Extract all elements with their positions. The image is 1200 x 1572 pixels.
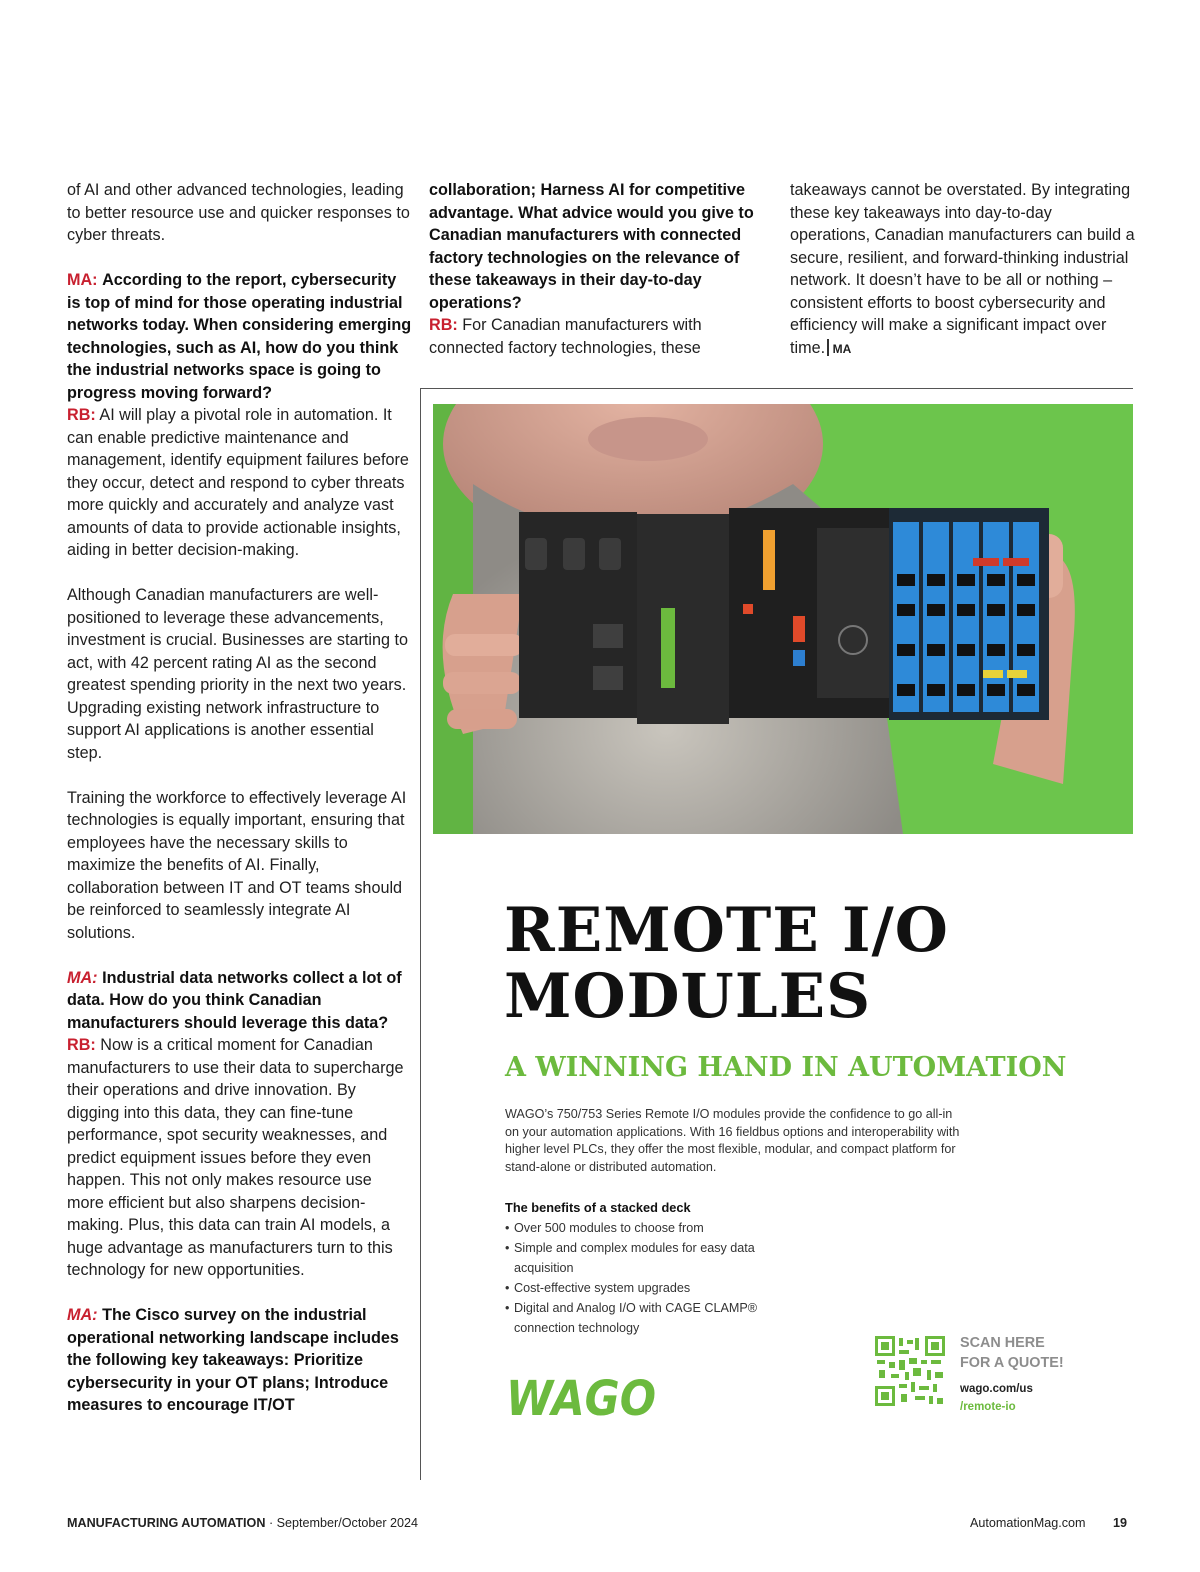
speaker-label-rb: RB: [429,316,458,334]
article-paragraph: Although Canadian manufacturers are well-positioned to leverage these advancements, investment is crucial. Businesses are starting to act, with 42 percent rating AI as the second greatest spending priority in the next two years. Upgrading existing network infrastructure to support AI applications is another essential step. [67,586,408,762]
speaker-label-ma: MA: [67,271,98,289]
interview-question [67,967,412,1282]
speaker-label-rb: RB: [67,1036,96,1054]
wago-logo [504,1367,658,1428]
ad-url-line-1[interactable]: wago.com/us [960,1383,1033,1395]
benefits-list [505,1218,795,1338]
qr-code[interactable] [875,1336,945,1411]
end-mark-bar [827,339,829,356]
page-number: 19 [1113,1516,1128,1530]
publication-name: MANUFACTURING AUTOMATION [67,1516,266,1530]
question-text: According to the report, cybersecurity is top of mind for those operating industrial networks today. When considering emerging technologies, such as AI, how do you think the industrial networks space is going to progress moving forward? [67,271,412,402]
ad-headline-line-1: REMOTE I/O [504,895,949,966]
benefits-heading: The benefits of a stacked deck [505,1200,691,1215]
scan-cta-line-1: SCAN HERE [960,1335,1045,1351]
list-item: • Over 500 modules to choose from [505,1218,795,1238]
list-item: • Simple and complex modules for easy data acquisition [505,1238,795,1278]
answer-text: takeaways cannot be overstated. By integrating these key takeaways into day-to-day operations, Canadian manufacturers can build a secure, resilient, and forward-thinking industrial network. It doesn’t have to be all or nothing – consistent efforts to boost cybersecurity and efficiency will make a significant impact over time. [790,181,1135,357]
list-item: • Cost-effective system upgrades [505,1278,795,1298]
article-paragraph [790,179,1135,360]
answer-text: Now is a critical moment for Canadian manufacturers to use their data to supercharge their operations and drive innovation. By digging into this data, they can fine-tune performance, spot security weaknesses, and predict equipment issues before they even happen. This not only makes resource use more efficient but also sharpens decision-making. Plus, this data can train AI models, a huge advantage as manufacturers turn to this technology for new opportunities. [67,1036,404,1279]
ad-product-photo [433,404,1133,834]
question-text: collaboration; Harness AI for competitive advantage. What advice would you give to Canadian manufacturers with connected factory technologies on the relevance of these takeaways in their day-to-day operations? [429,181,754,312]
ad-border-top [420,388,1133,389]
interview-question [67,1304,412,1417]
answer-text: For Canadian manufacturers with connected factory technologies, these [429,316,702,357]
ad-headline [504,895,949,1032]
interview-question [67,269,412,562]
article-column-2 [429,179,774,382]
speaker-label-ma: MA: [67,1306,98,1324]
ad-headline-line-2: MODULES [504,961,872,1032]
ad-subheadline: A WINNING HAND IN AUTOMATION [505,1052,1067,1083]
speaker-label-rb: RB: [67,406,96,424]
article-paragraph: of AI and other advanced technologies, leading to better resource use and quicker responses to cyber threats. [67,181,410,244]
article-column-1 [67,179,412,1439]
ad-url-line-2[interactable]: /remote-io [960,1401,1016,1413]
scan-cta-line-2: FOR A QUOTE! [960,1355,1064,1371]
remote-io-modules-illustration [433,404,1133,834]
scan-cta [960,1333,1064,1373]
footer-publication [67,1516,418,1530]
qr-code-icon [875,1336,945,1406]
footer-website[interactable]: AutomationMag.com [970,1516,1086,1530]
interview-question [429,179,774,359]
question-text: The Cisco survey on the industrial operational networking landscape includes the following key takeaways: Prioritize cybersecurity in your OT plans; Introduce measures to encourage IT/OT [67,1306,399,1414]
article-paragraph: Training the workforce to effectively leverage AI technologies is equally important, ensuring that employees have the necessary skills to maximize the benefits of AI. Finally, collaboration between IT and OT teams should be reinforced to seamlessly integrate AI solutions. [67,788,407,942]
ad-body-copy: WAGO’s 750/753 Series Remote I/O modules provide the confidence to go all-in on your automation applications. With 16 fieldbus options and interoperability with higher level PLCs, they offer the most flexible, modular, and compact platform for stand-alone or distributed automation. [505,1107,960,1174]
ad-border-left [420,388,421,1480]
issue-date: · September/October 2024 [265,1516,419,1530]
wago-logo-text: WAGO [506,1371,656,1423]
question-text: Industrial data networks collect a lot of data. How do you think Canadian manufacturers should leverage this data? [67,968,402,1032]
wago-logo-mark [504,1367,658,1423]
speaker-label-ma: MA: [67,968,98,987]
answer-text: AI will play a pivotal role in automation. It can enable predictive maintenance and management, identify equipment failures before they occur, detect and respond to cyber threats more quickly and accurately and analyze vast amounts of data to provide actionable insights, aiding in better decision-making. [67,406,409,559]
list-item: • Digital and Analog I/O with CAGE CLAMP® connection technology [505,1298,795,1338]
sign-off: MA [832,341,852,356]
article-column-3 [790,179,1135,383]
